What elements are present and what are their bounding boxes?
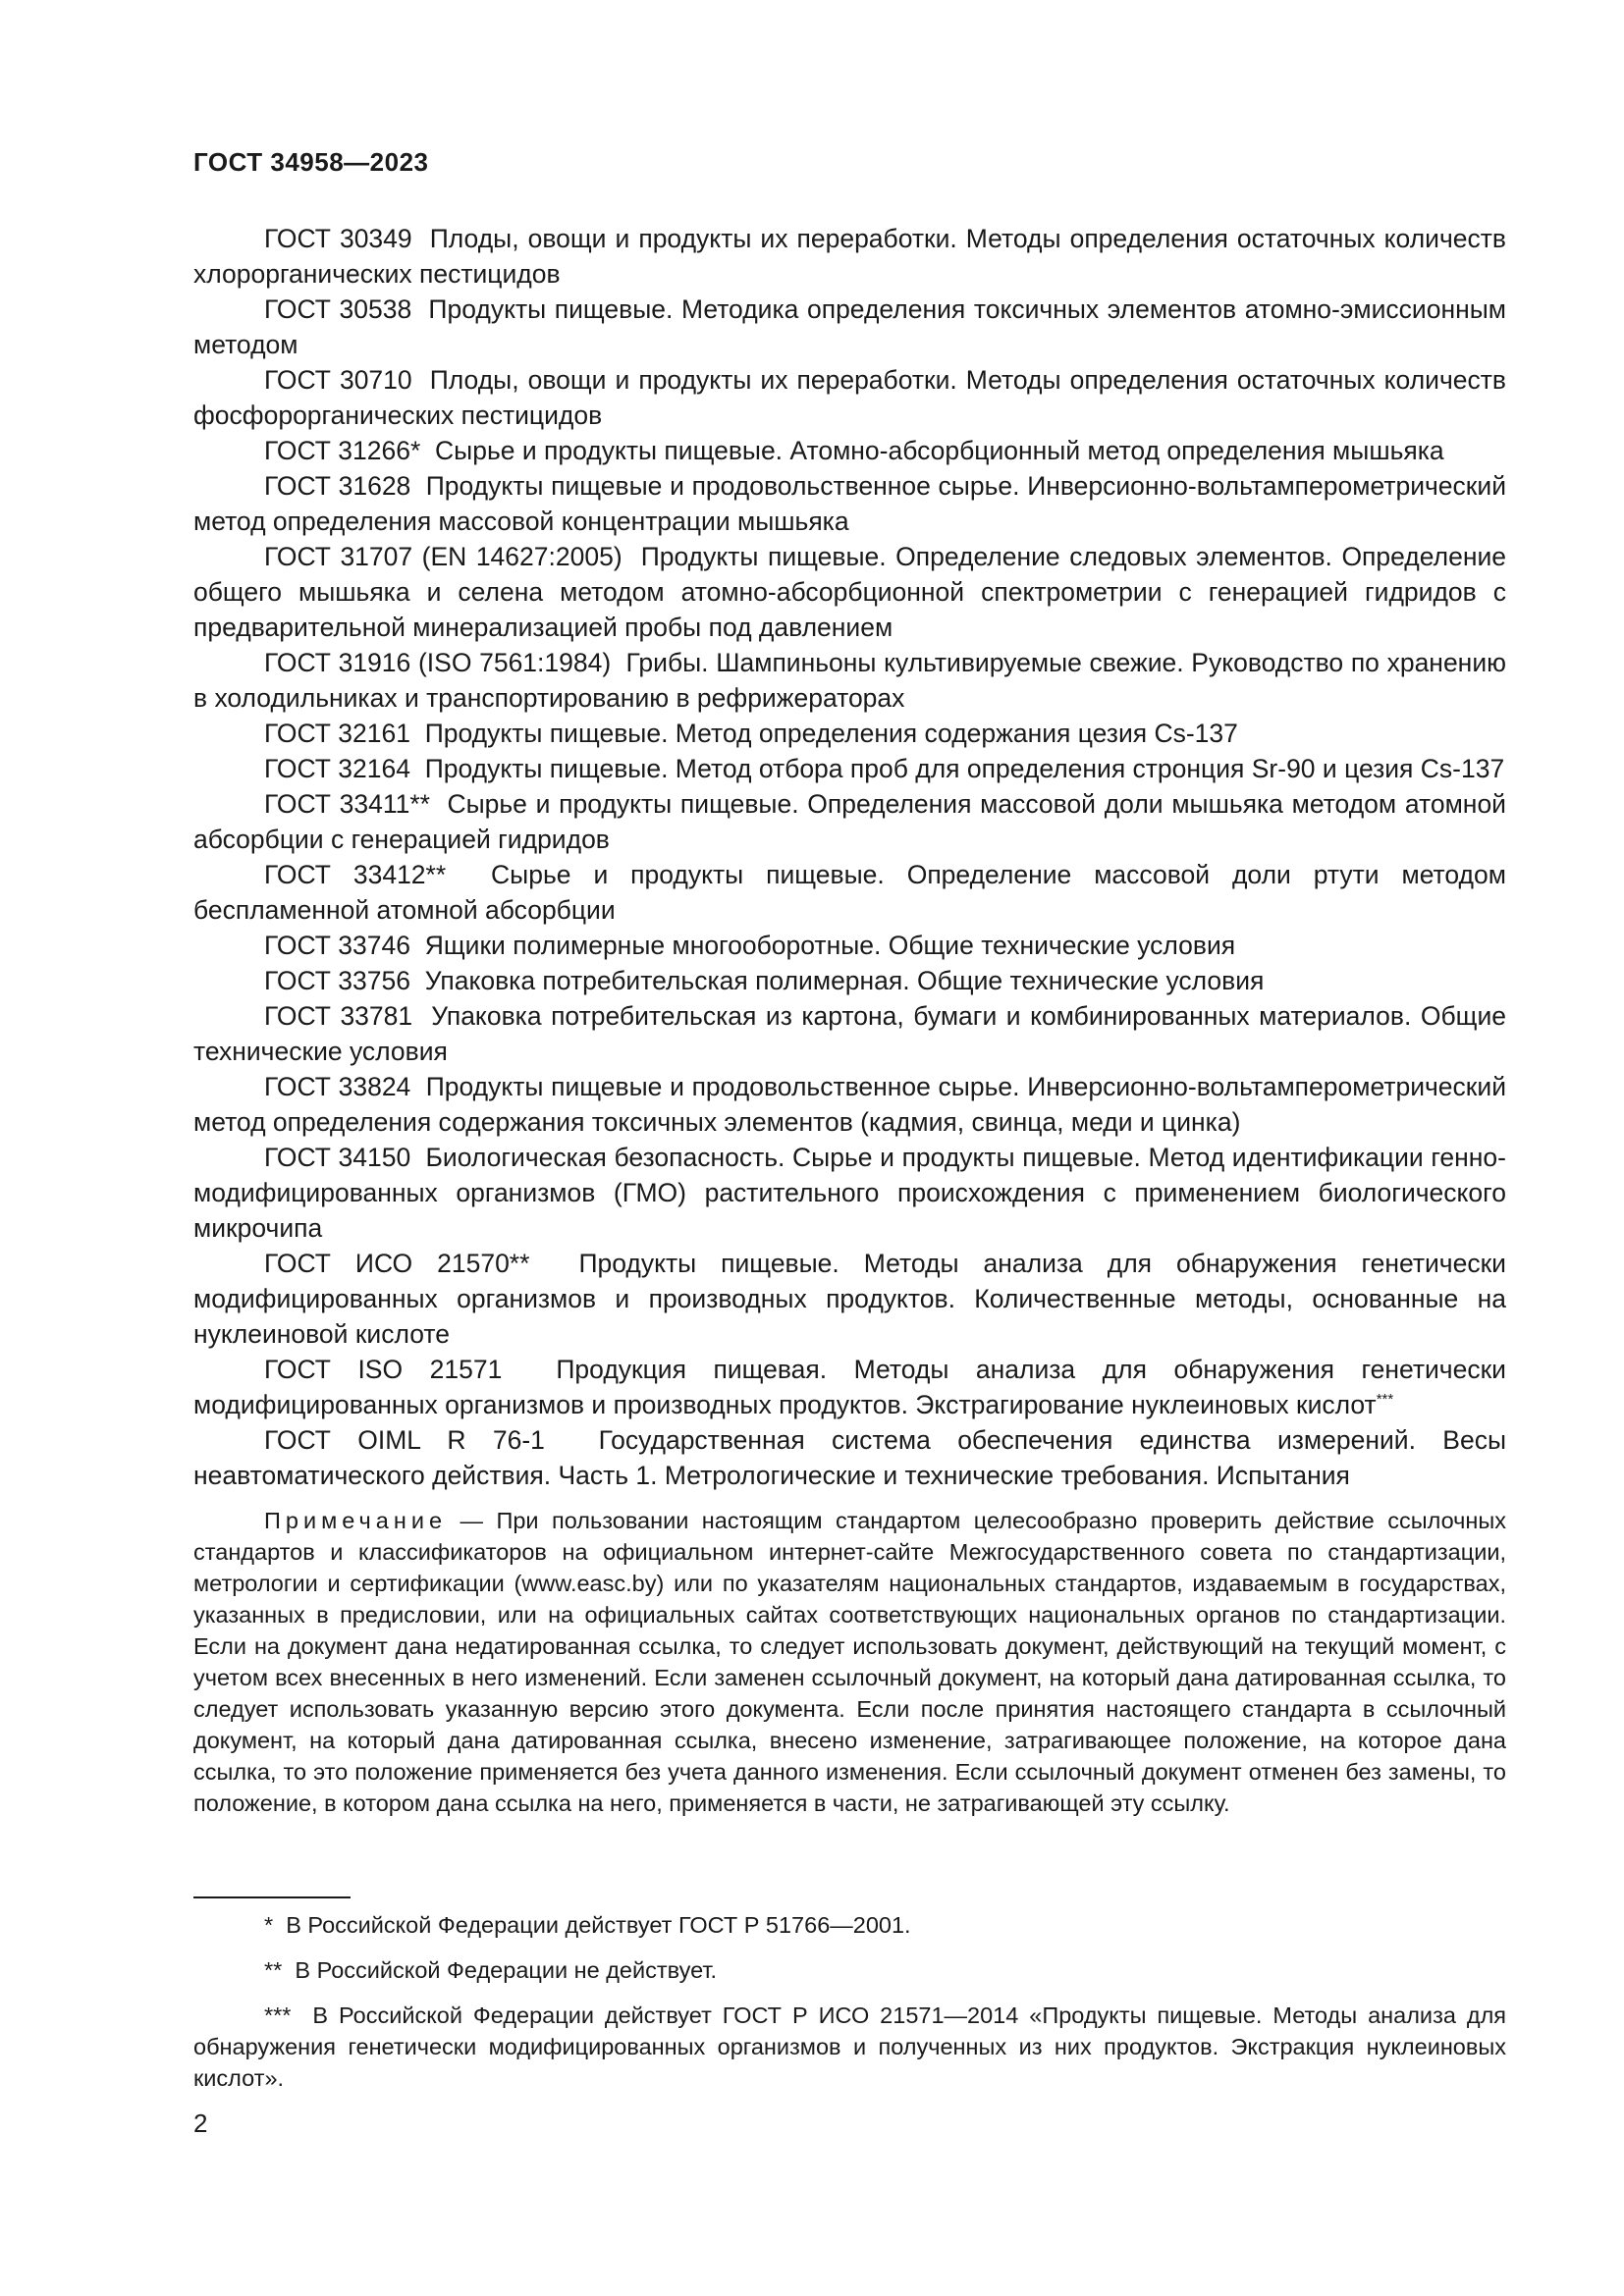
reference-code: ГОСТ 34150 <box>264 1143 411 1172</box>
footnote <box>193 1954 1506 1986</box>
reference-title: Упаковка потребительская полимерная. Общие технические условия <box>424 966 1265 995</box>
reference-title: Государственная система обеспечения единства измерений. Весы неавтоматического действия. Часть 1. Метрологические и технические требования. Испытания <box>193 1425 1506 1490</box>
reference-title: Продукция пищевая. Методы анализа для обнаружения генетически модифицированных организмов и производных продуктов. Экстрагирование нуклеиновых кислот <box>193 1355 1506 1419</box>
footnote <box>193 1909 1506 1941</box>
reference-title: Продукты пищевые. Методы анализа для обнаружения генетически модифицированных организмов и производных продуктов. Количественные методы, основанные на нуклеиновой кислоте <box>193 1249 1506 1349</box>
footnotes <box>193 1909 1506 2108</box>
reference-item <box>193 221 1506 292</box>
reference-item <box>193 539 1506 645</box>
reference-code: ГОСТ 33824 <box>264 1072 411 1101</box>
footnote-mark: *** <box>264 2002 292 2028</box>
reference-item <box>193 998 1506 1069</box>
reference-code: ГОСТ 30349 <box>264 224 412 253</box>
reference-code: ГОСТ 32161 <box>264 719 410 748</box>
reference-item <box>193 1140 1506 1246</box>
reference-item <box>193 645 1506 716</box>
reference-code: ГОСТ 30710 <box>264 365 412 395</box>
reference-code: ГОСТ 33756 <box>264 966 410 995</box>
reference-code: ГОСТ 33781 <box>264 1001 413 1031</box>
note-paragraph <box>193 1505 1506 1819</box>
reference-code: ГОСТ 31916 (ISO 7561:1984) <box>264 648 612 677</box>
footnote-mark: *** <box>1376 1391 1394 1409</box>
reference-item <box>193 1246 1506 1352</box>
reference-code: ГОСТ 31628 <box>264 471 411 501</box>
reference-item <box>193 468 1506 539</box>
reference-code: ГОСТ 32164 <box>264 754 410 783</box>
reference-code: ГОСТ ИСО 21570** <box>264 1249 530 1278</box>
reference-item <box>193 292 1506 362</box>
reference-item <box>193 928 1506 963</box>
reference-title: Биологическая безопасность. Сырье и продукты пищевые. Метод идентификации генно-модифицированных организмов (ГМО) растительного происхождения с применением биологического микрочипа <box>193 1143 1506 1243</box>
reference-code: ГОСТ 31707 (EN 14627:2005) <box>264 542 623 571</box>
reference-item <box>193 1069 1506 1140</box>
footnote <box>193 2000 1506 2094</box>
document-header: ГОСТ 34958—2023 <box>193 147 429 177</box>
page-number: 2 <box>193 2109 208 2138</box>
reference-code: ГОСТ 33746 <box>264 931 410 960</box>
footnote-mark: ** <box>264 1957 283 1983</box>
reference-code: ГОСТ ISO 21571 <box>264 1355 503 1384</box>
references-list <box>193 221 1506 1842</box>
reference-title: Упаковка потребительская из картона, бумаги и комбинированных материалов. Общие технические условия <box>193 1001 1506 1066</box>
reference-code: ГОСТ 33412** <box>264 860 447 889</box>
reference-item <box>193 716 1506 751</box>
reference-item <box>193 1352 1506 1422</box>
note-text: — При пользовании настоящим стандартом целесообразно проверить действие ссылочных стандартов и классификаторов на официальном интернет-сайте Межгосударственного совета по стандартизации, метрологии и сертификации (www.easc.by) или по указателям национальных стандартов, издаваемым в государствах, указанных в предисловии, или на официальных сайтах соответствующих национальных органов по стандартизации. Если на документ дана недатированная ссылка, то следует использовать документ, действующий на текущий момент, с учетом всех внесенных в него изменений. Если заменен ссылочный документ, на который дана датированная ссылка, то следует использовать указанную версию этого документа. Если после принятия настоящего стандарта в ссылочный документ, на который дана датированная ссылка, внесено изменение, затрагивающее положение, на которое дана ссылка, то это положение применяется без учета данного изменения. Если ссылочный документ отменен без замены, то положение, в котором дана ссылка на него, применяется в части, не затрагивающей эту ссылку. <box>193 1508 1506 1816</box>
reference-title: Плоды, овощи и продукты их переработки. Методы определения остаточных количеств фосфорорганических пестицидов <box>193 365 1506 430</box>
reference-item <box>193 362 1506 433</box>
reference-code: ГОСТ 33411** <box>264 789 430 819</box>
reference-title: Продукты пищевые и продовольственное сырье. Инверсионно-вольтамперометрический метод определения содержания токсичных элементов (кадмия, свинца, меди и цинка) <box>193 1072 1506 1137</box>
reference-code: ГОСТ 31266* <box>264 436 421 465</box>
footnote-text: В Российской Федерации действует ГОСТ Р ИСО 21571—2014 «Продукты пищевые. Методы анализа для обнаружения генетически модифицированных организмов и полученных из них продуктов. Экстракция нуклеиновых кислот». <box>193 2002 1507 2091</box>
reference-code: ГОСТ 30538 <box>264 294 412 324</box>
reference-title: Плоды, овощи и продукты их переработки. Методы определения остаточных количеств хлорорганических пестицидов <box>193 224 1506 289</box>
footnote-divider <box>193 1896 351 1898</box>
reference-item <box>193 857 1506 928</box>
reference-title: Сырье и продукты пищевые. Определения массовой доли мышьяка методом атомной абсорбции с генерацией гидридов <box>193 789 1506 854</box>
reference-title: Продукты пищевые и продовольственное сырье. Инверсионно-вольтамперометрический метод определения массовой концентрации мышьяка <box>193 471 1506 536</box>
footnote-text: В Российской Федерации не действует. <box>295 1957 718 1983</box>
footnote-mark: * <box>264 1912 274 1938</box>
reference-title: Продукты пищевые. Метод отбора проб для определения стронция Sr-90 и цезия Cs-137 <box>424 754 1505 783</box>
footnote-text: В Российской Федерации действует ГОСТ Р 51766—2001. <box>286 1912 911 1938</box>
reference-title: Грибы. Шампиньоны культивируемые свежие. Руководство по хранению в холодильниках и транспортированию в рефрижераторах <box>193 648 1506 713</box>
reference-title: Сырье и продукты пищевые. Определение массовой доли ртути методом беспламенной атомной абсорбции <box>193 860 1506 925</box>
reference-item <box>193 786 1506 857</box>
reference-title: Продукты пищевые. Определение следовых элементов. Определение общего мышьяка и селена методом атомно-абсорбционной спектрометрии с генерацией гидридов с предварительной минерализацией пробы под давлением <box>193 542 1506 642</box>
reference-item <box>193 433 1506 468</box>
reference-item <box>193 1422 1506 1493</box>
reference-code: ГОСТ OIML R 76-1 <box>264 1425 545 1455</box>
note-label: Примечание <box>264 1508 448 1533</box>
reference-title: Ящики полимерные многооборотные. Общие технические условия <box>424 931 1236 960</box>
reference-item <box>193 963 1506 998</box>
reference-item <box>193 751 1506 786</box>
reference-title: Продукты пищевые. Метод определения содержания цезия Cs-137 <box>424 719 1238 748</box>
reference-title: Сырье и продукты пищевые. Атомно-абсорбционный метод определения мышьяка <box>435 436 1444 465</box>
reference-title: Продукты пищевые. Методика определения токсичных элементов атомно-эмиссионным методом <box>193 294 1506 359</box>
